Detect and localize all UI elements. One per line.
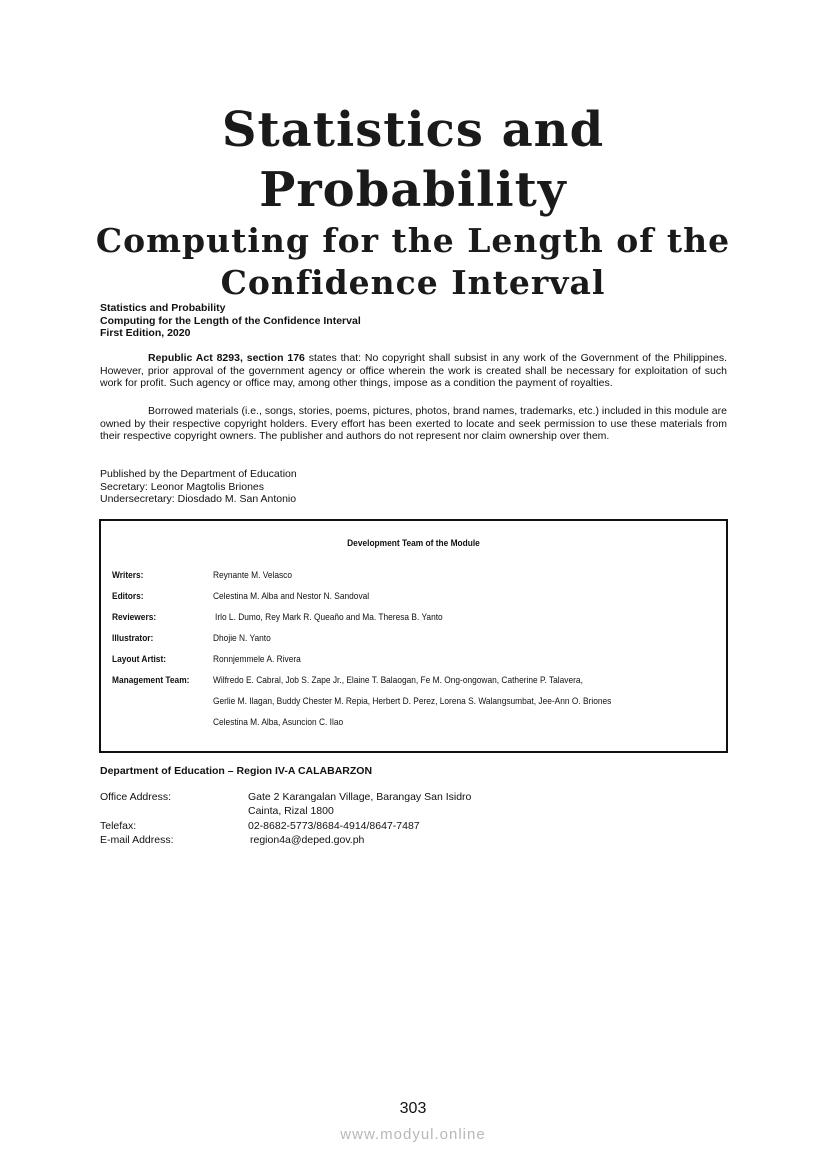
undersecretary: Undersecretary: Diosdado M. San Antonio — [100, 493, 297, 505]
title-line-2: Probability — [259, 162, 567, 218]
reviewers-label: Reviewers: — [112, 612, 157, 623]
writers-label: Writers: — [112, 570, 144, 581]
team-heading: Development Team of the Module — [347, 538, 480, 549]
reviewers-names: Irlo L. Dumo, Rey Mark R. Queaño and Ma. Theresa B. Yanto — [215, 612, 443, 623]
meta-subject: Statistics and Probability — [100, 302, 226, 314]
office-address-label: Office Address: — [100, 791, 172, 803]
watermark: www.modyul.online — [340, 1126, 486, 1143]
telefax-value: 02-8682-5773/8684-4914/8647-7487 — [248, 820, 420, 832]
email-label: E-mail Address: — [100, 834, 174, 846]
meta-lesson: Computing for the Length of the Confidence Interval — [100, 314, 361, 327]
region-name: Department of Education – Region IV-A CALABARZON — [100, 765, 373, 777]
management-names-3: Celestina M. Alba, Asuncion C. Ilao — [213, 717, 344, 728]
editors-label: Editors: — [112, 591, 144, 602]
copyright-paragraph — [100, 352, 727, 390]
illustrator-name: Dhojie N. Yanto — [213, 633, 271, 644]
secretary: Secretary: Leonor Magtolis Briones — [100, 480, 264, 493]
writers-names: Reynante M. Velasco — [213, 570, 293, 581]
copyright-text: states that: No copyright shall subsist in any work of the Government of the Philippines. However, prior approval of the government agency or office wherein the work is created shall be necessary for exploitation of such work for profit. Such agency or office may, among other things, impose as a condition the payment of royalties. — [100, 352, 727, 389]
page-number: 303 — [399, 1100, 427, 1117]
layout-artist-name: Ronnjemmele A. Rivera — [213, 654, 301, 665]
publisher-info — [100, 468, 297, 506]
layout-artist-label: Layout Artist: — [112, 654, 167, 665]
telefax-label: Telefax: — [100, 820, 137, 832]
meta-edition: First Edition, 2020 — [100, 327, 191, 339]
editors-names: Celestina M. Alba and Nestor N. Sandoval — [213, 591, 370, 602]
development-team-box — [99, 519, 728, 753]
subtitle-line-1: Computing for the Length of the — [95, 221, 731, 260]
management-names-2: Gerlie M. Ilagan, Buddy Chester M. Repia, Herbert D. Perez, Lorena S. Walangsumbat, Jee-Ann O. Briones — [213, 696, 612, 707]
illustrator-label: Illustrator: — [112, 633, 154, 644]
copyright-act: Republic Act 8293, section 176 — [148, 352, 305, 364]
title-line-1: Statistics and — [221, 102, 605, 158]
email-value: region4a@deped.gov.ph — [250, 834, 365, 846]
published-by: Published by the Department of Education — [100, 468, 297, 480]
office-address-line-2: Cainta, Rizal 1800 — [248, 805, 334, 817]
office-address-line-1: Gate 2 Karangalan Village, Barangay San Isidro — [248, 791, 472, 803]
management-label: Management Team: — [112, 675, 190, 686]
management-names-1: Wilfredo E. Cabral, Job S. Zape Jr., Elaine T. Balaogan, Fe M. Ong-ongowan, Catherine P. Talavera, — [213, 675, 583, 686]
subtitle-line-2: Confidence Interval — [220, 263, 606, 302]
borrowed-materials-paragraph: Borrowed materials (i.e., songs, stories, poems, pictures, photos, brand names, trademarks, etc.) included in this module are owned by their respective copyright holders. Every effort has been exerted to locate and seek permission to use these materials from their respective copyright owners. The publisher and authors do not represent nor claim ownership over them. — [100, 405, 727, 442]
module-meta — [100, 302, 361, 340]
